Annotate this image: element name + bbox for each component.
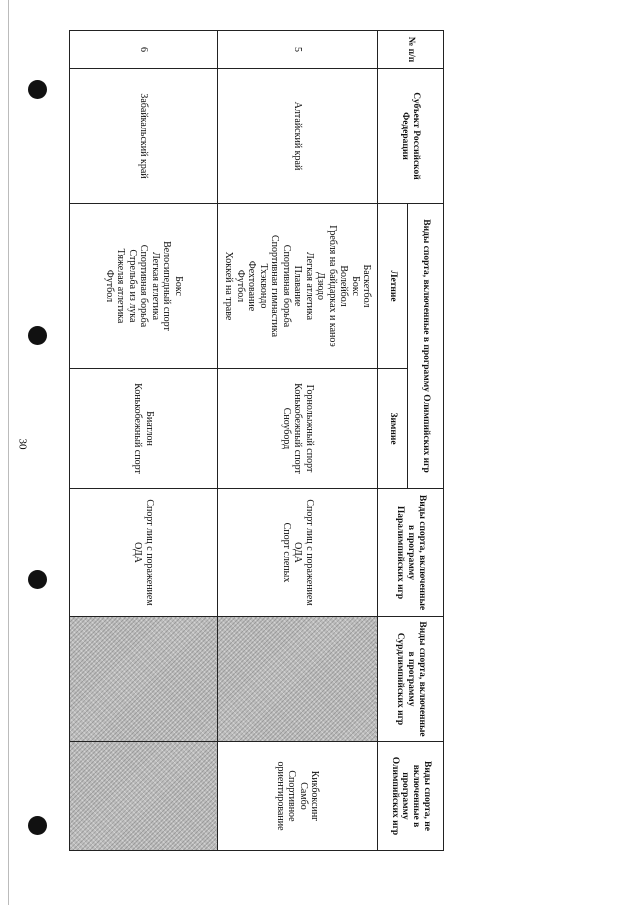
list-item: Футбол [103,269,115,303]
header-non-olympic: Виды спорта, не включенные в программу Олимпийских игр [378,742,444,851]
list-item: Гребля на байдарках и каноэ [326,225,338,347]
list-item: Кикбоксинг [309,770,321,822]
row-subject: Забайкальский край [70,69,218,204]
summer-list [70,204,218,369]
summer-list [218,204,378,369]
non-olympic-list [218,742,378,851]
list-item: Спорт слепых [280,522,292,583]
list-item: Спортивная борьба [280,244,292,328]
list-item: Тяжелая атлетика [115,248,127,324]
header-winter: Зимние [378,369,408,489]
header-paralympic: Виды спорта, включенные в программу Паралимпийских игр [378,489,444,617]
paralympic-list [218,489,378,617]
list-item: Баскетбол [361,264,373,308]
row-num: 6 [70,31,218,69]
list-item: Спорт лиц с поражением ОДА [292,499,315,606]
table-row [218,31,378,851]
list-item: Футбол [234,269,246,303]
sports-table [69,30,444,851]
list-item: Спортивная борьба [138,244,150,328]
punch-hole [28,816,47,835]
list-item: Плавание [292,265,304,307]
list-item: Тхэквондо [257,263,269,309]
table-row [70,31,218,851]
surdlympic-cell-shaded [218,617,378,742]
punch-hole [28,326,47,345]
header-row [408,31,444,851]
header-summer: Летние [378,204,408,369]
list-item: Сноуборд [280,407,292,450]
punch-hole [28,570,47,589]
scan-edge-line [8,0,9,905]
winter-list [70,369,218,489]
list-item: Волейбол [338,265,350,307]
list-item: Фехтование [246,260,258,312]
non-olympic-cell-shaded [70,742,218,851]
paralympic-list [70,489,218,617]
list-item: Самбо [298,782,309,810]
list-item: Дзюдо [315,271,327,301]
list-item: Бокс [172,276,184,296]
header-num: № п/п [378,31,444,69]
punch-hole [28,80,47,99]
list-item: Конькобежный спорт [132,383,144,474]
header-olympic: Виды спорта, включенные в программу Олимпийских игр [408,204,444,489]
list-item: Спорт лиц с поражением ОДА [132,499,155,606]
header-surdlympic: Виды спорта, включенные в программу Сурдлимпийских игр [378,617,444,742]
list-item: Стрельба из лука [126,249,138,323]
rotated-table-wrapper [70,30,444,850]
winter-list [218,369,378,489]
list-item: Спортивная гимнастика [269,234,281,338]
surdlympic-cell-shaded [70,617,218,742]
list-item: Легкая атлетика [149,251,161,321]
page-number: 30 [16,438,29,450]
list-item: Горнолыжный спорт [303,384,315,473]
list-item: Легкая атлетика [303,251,315,321]
row-subject: Алтайский край [218,69,378,204]
list-item: Хоккей на траве [223,251,235,321]
row-num: 5 [218,31,378,69]
list-item: Конькобежный спорт [292,383,304,474]
list-item: Бокс [349,276,361,296]
header-subject: Субъект Российской Федерации [378,69,444,204]
list-item: Биатлон [144,411,155,446]
list-item: Спортивное ориентирование [275,761,298,831]
list-item: Велосипедный спорт [161,241,173,331]
